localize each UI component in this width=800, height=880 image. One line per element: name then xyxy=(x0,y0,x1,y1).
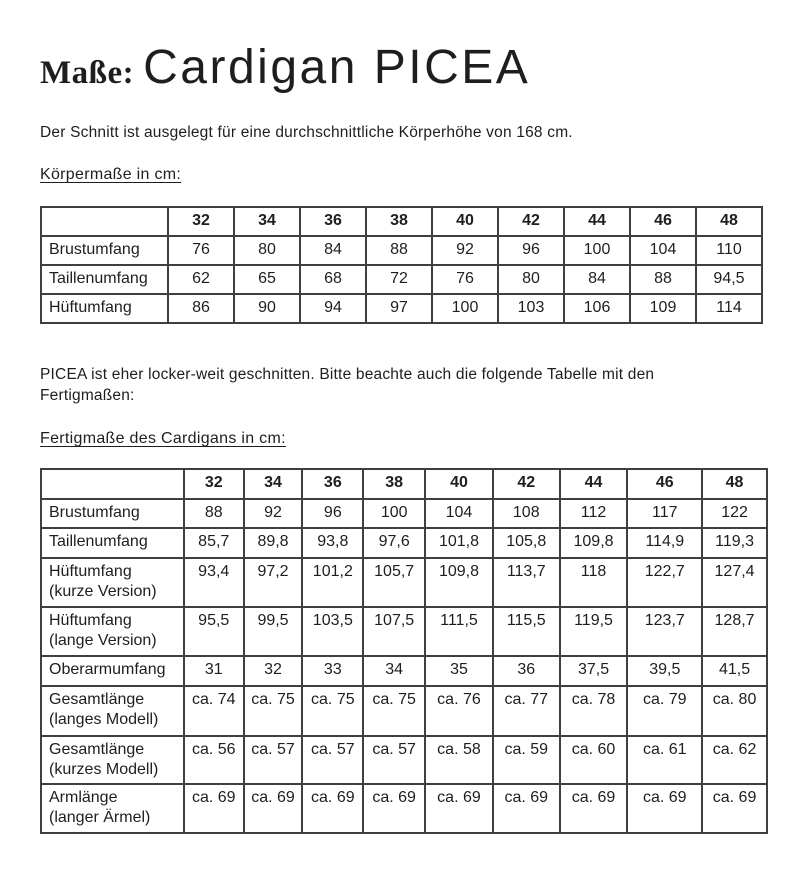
value-cell: ca. 69 xyxy=(560,784,628,833)
fit-note xyxy=(40,364,768,406)
value-cell: 93,8 xyxy=(302,528,363,558)
size-header-cell: 48 xyxy=(702,469,767,499)
value-cell: 96 xyxy=(498,236,564,265)
table-row xyxy=(41,607,767,656)
size-header-cell: 36 xyxy=(300,207,366,236)
value-cell: ca. 69 xyxy=(184,784,244,833)
value-cell: 90 xyxy=(234,294,300,323)
row-label-cell: Armlänge (langer Ärmel) xyxy=(41,784,184,833)
value-cell: ca. 57 xyxy=(244,736,303,784)
title-prefix: Maße: xyxy=(40,55,135,91)
size-header-cell: 44 xyxy=(564,207,630,236)
value-cell: 92 xyxy=(244,499,303,528)
value-cell: ca. 75 xyxy=(302,686,363,736)
value-cell: 115,5 xyxy=(493,607,560,656)
page-title xyxy=(40,40,768,98)
value-cell: 94 xyxy=(300,294,366,323)
value-cell: 72 xyxy=(366,265,432,294)
row-label-cell: Brustumfang xyxy=(41,499,184,528)
value-cell: 97,6 xyxy=(363,528,425,558)
value-cell: ca. 69 xyxy=(302,784,363,833)
table-row xyxy=(41,265,762,294)
size-header-cell: 36 xyxy=(302,469,363,499)
value-cell: ca. 59 xyxy=(493,736,560,784)
fit-note-line-2: Fertigmaßen: xyxy=(40,387,135,404)
value-cell: 100 xyxy=(363,499,425,528)
value-cell: 100 xyxy=(564,236,630,265)
value-cell: 96 xyxy=(302,499,363,528)
title-main: Cardigan PICEA xyxy=(143,41,531,94)
value-cell: 104 xyxy=(630,236,696,265)
value-cell: ca. 69 xyxy=(363,784,425,833)
value-cell: 84 xyxy=(300,236,366,265)
value-cell: 122,7 xyxy=(627,558,702,607)
value-cell: ca. 69 xyxy=(702,784,767,833)
row-label-cell: Taillenumfang xyxy=(41,265,168,294)
value-cell: 88 xyxy=(366,236,432,265)
size-header-cell: 38 xyxy=(363,469,425,499)
value-cell: 128,7 xyxy=(702,607,767,656)
value-cell: ca. 60 xyxy=(560,736,628,784)
value-cell: 84 xyxy=(564,265,630,294)
size-header-row xyxy=(41,469,767,499)
row-label-cell: Gesamtlänge (langes Modell) xyxy=(41,686,184,736)
intro-text: Der Schnitt ist ausgelegt für eine durchschnittliche Körperhöhe von 168 cm. xyxy=(40,124,573,141)
size-header-cell: 40 xyxy=(432,207,498,236)
value-cell: 105,7 xyxy=(363,558,425,607)
value-cell: 101,8 xyxy=(425,528,493,558)
value-cell: 108 xyxy=(493,499,560,528)
value-cell: 41,5 xyxy=(702,656,767,686)
size-header-cell: 44 xyxy=(560,469,628,499)
table-row xyxy=(41,294,762,323)
value-cell: 123,7 xyxy=(627,607,702,656)
value-cell: 89,8 xyxy=(244,528,303,558)
fit-note-line-1: PICEA ist eher locker-weit geschnitten. Bitte beachte auch die folgende Tabelle mit den xyxy=(40,366,655,383)
value-cell: ca. 78 xyxy=(560,686,628,736)
finished-measurements-table xyxy=(40,468,768,834)
value-cell: 39,5 xyxy=(627,656,702,686)
size-header-cell: 32 xyxy=(184,469,244,499)
table-row xyxy=(41,686,767,736)
table-row xyxy=(41,236,762,265)
value-cell: ca. 74 xyxy=(184,686,244,736)
value-cell: 101,2 xyxy=(302,558,363,607)
value-cell: 36 xyxy=(493,656,560,686)
size-header-cell: 32 xyxy=(168,207,234,236)
table-row xyxy=(41,736,767,784)
finished-measurements-heading: Fertigmaße des Cardigans in cm: xyxy=(40,430,286,447)
value-cell: ca. 76 xyxy=(425,686,493,736)
body-measurements-heading: Körpermaße in cm: xyxy=(40,166,182,183)
value-cell: ca. 57 xyxy=(363,736,425,784)
size-header-row xyxy=(41,207,762,236)
value-cell: ca. 79 xyxy=(627,686,702,736)
size-header-cell: 34 xyxy=(244,469,303,499)
value-cell: ca. 61 xyxy=(627,736,702,784)
value-cell: ca. 69 xyxy=(493,784,560,833)
value-cell: 85,7 xyxy=(184,528,244,558)
value-cell: 94,5 xyxy=(696,265,762,294)
value-cell: 109,8 xyxy=(560,528,628,558)
value-cell: 110 xyxy=(696,236,762,265)
row-label-cell: Oberarmumfang xyxy=(41,656,184,686)
size-header-cell: 46 xyxy=(627,469,702,499)
value-cell: ca. 69 xyxy=(425,784,493,833)
value-cell: 117 xyxy=(627,499,702,528)
value-cell: 35 xyxy=(425,656,493,686)
value-cell: 107,5 xyxy=(363,607,425,656)
size-header-cell: 42 xyxy=(493,469,560,499)
row-label-cell: Brustumfang xyxy=(41,236,168,265)
table-row xyxy=(41,528,767,558)
value-cell: 34 xyxy=(363,656,425,686)
value-cell: ca. 56 xyxy=(184,736,244,784)
value-cell: ca. 62 xyxy=(702,736,767,784)
value-cell: 104 xyxy=(425,499,493,528)
row-label-cell: Hüftumfang xyxy=(41,294,168,323)
value-cell: ca. 77 xyxy=(493,686,560,736)
value-cell: 95,5 xyxy=(184,607,244,656)
table-row xyxy=(41,656,767,686)
value-cell: 119,5 xyxy=(560,607,628,656)
value-cell: 103 xyxy=(498,294,564,323)
table-row xyxy=(41,558,767,607)
value-cell: 62 xyxy=(168,265,234,294)
value-cell: 33 xyxy=(302,656,363,686)
value-cell: 105,8 xyxy=(493,528,560,558)
value-cell: 76 xyxy=(432,265,498,294)
size-header-cell: 34 xyxy=(234,207,300,236)
value-cell: 65 xyxy=(234,265,300,294)
value-cell: 113,7 xyxy=(493,558,560,607)
value-cell: 114 xyxy=(696,294,762,323)
value-cell: ca. 69 xyxy=(244,784,303,833)
value-cell: 103,5 xyxy=(302,607,363,656)
value-cell: 93,4 xyxy=(184,558,244,607)
value-cell: 86 xyxy=(168,294,234,323)
value-cell: ca. 58 xyxy=(425,736,493,784)
value-cell: ca. 57 xyxy=(302,736,363,784)
size-header-cell: 38 xyxy=(366,207,432,236)
value-cell: ca. 75 xyxy=(363,686,425,736)
value-cell: 32 xyxy=(244,656,303,686)
value-cell: 127,4 xyxy=(702,558,767,607)
value-cell: 88 xyxy=(184,499,244,528)
body-measurements-table xyxy=(40,206,763,324)
value-cell: 106 xyxy=(564,294,630,323)
value-cell: 92 xyxy=(432,236,498,265)
value-cell: 114,9 xyxy=(627,528,702,558)
value-cell: 109 xyxy=(630,294,696,323)
value-cell: 80 xyxy=(498,265,564,294)
value-cell: 118 xyxy=(560,558,628,607)
row-label-cell: Hüftumfang (kurze Version) xyxy=(41,558,184,607)
value-cell: 112 xyxy=(560,499,628,528)
value-cell: ca. 75 xyxy=(244,686,303,736)
size-header-cell: 48 xyxy=(696,207,762,236)
corner-cell xyxy=(41,469,184,499)
value-cell: 99,5 xyxy=(244,607,303,656)
value-cell: 119,3 xyxy=(702,528,767,558)
value-cell: 100 xyxy=(432,294,498,323)
value-cell: ca. 69 xyxy=(627,784,702,833)
size-header-cell: 46 xyxy=(630,207,696,236)
corner-cell xyxy=(41,207,168,236)
value-cell: 111,5 xyxy=(425,607,493,656)
value-cell: 109,8 xyxy=(425,558,493,607)
table-row xyxy=(41,499,767,528)
size-header-cell: 42 xyxy=(498,207,564,236)
row-label-cell: Gesamtlänge (kurzes Modell) xyxy=(41,736,184,784)
value-cell: 76 xyxy=(168,236,234,265)
value-cell: 68 xyxy=(300,265,366,294)
value-cell: 80 xyxy=(234,236,300,265)
row-label-cell: Hüftumfang (lange Version) xyxy=(41,607,184,656)
value-cell: 97 xyxy=(366,294,432,323)
size-header-cell: 40 xyxy=(425,469,493,499)
value-cell: 122 xyxy=(702,499,767,528)
row-label-cell: Taillenumfang xyxy=(41,528,184,558)
value-cell: 97,2 xyxy=(244,558,303,607)
table-row xyxy=(41,784,767,833)
value-cell: 88 xyxy=(630,265,696,294)
value-cell: ca. 80 xyxy=(702,686,767,736)
value-cell: 31 xyxy=(184,656,244,686)
value-cell: 37,5 xyxy=(560,656,628,686)
